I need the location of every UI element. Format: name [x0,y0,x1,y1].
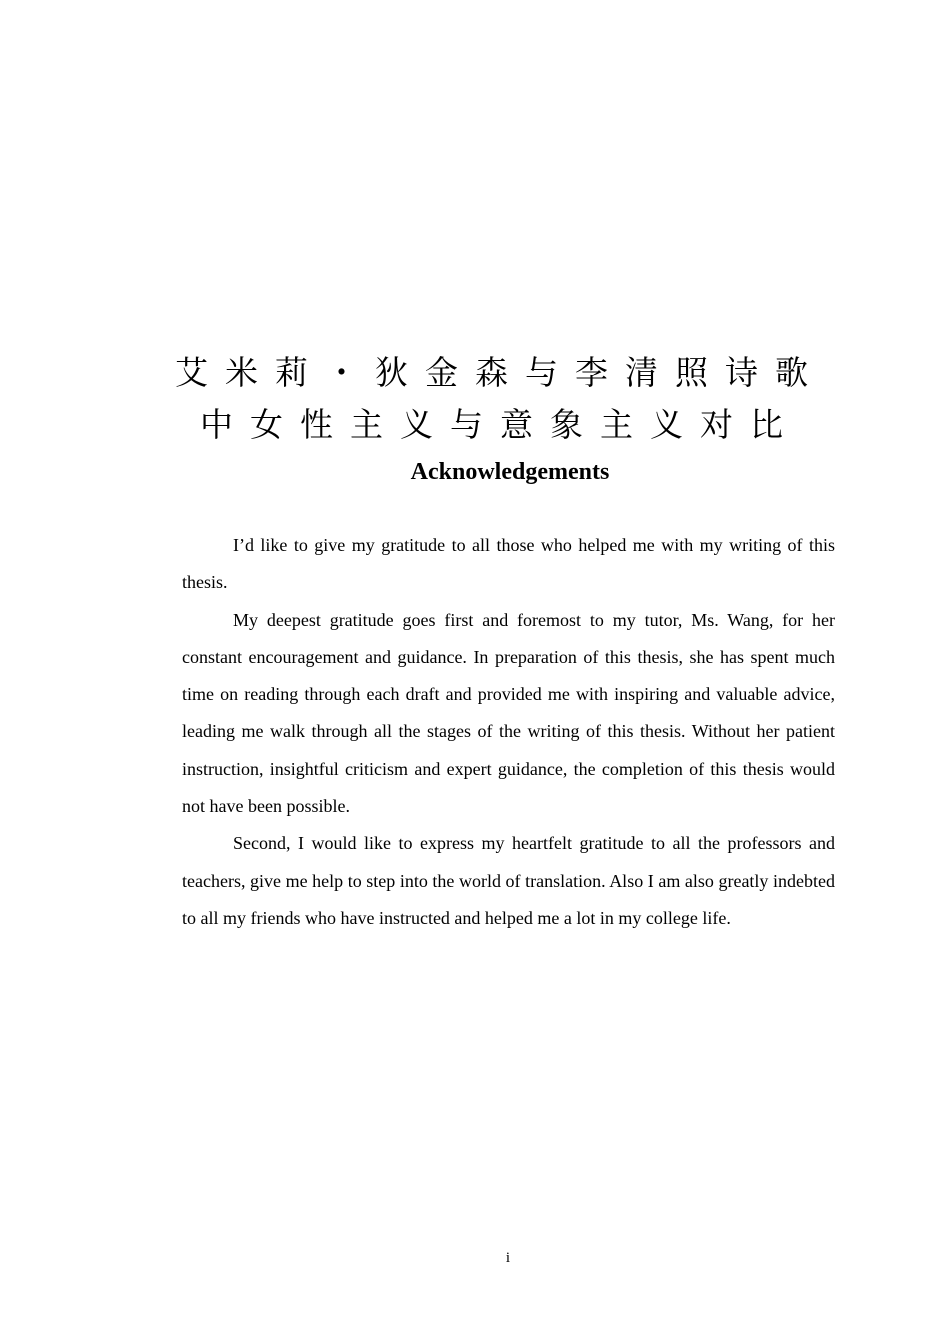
acknowledgements-heading: Acknowledgements [410,459,610,485]
chinese-title-line-2: 中女性主义与意象主义对比 [200,405,800,444]
paragraph-professors-friends: Second, I would like to express my heartfelt gratitude to all the professors and teachers, give me help to step into the world of translation. Also I am also greatly indebted to all my friends who have instructed and helped me a lot in my college life. [182,833,835,928]
paragraph-gratitude-intro: I’d like to give my gratitude to all those who helped me with my writing of this thesis. [182,535,835,593]
chinese-title-line-1: 艾米莉・狄金森与李清照诗歌 [175,353,825,392]
acknowledgements-body [182,527,835,937]
paragraph-tutor-thanks: My deepest gratitude goes first and foremost to my tutor, Ms. Wang, for her constant encouragement and guidance. In preparation of this thesis, she has spent much time on reading through each draft and provided me with inspiring and valuable advice, leading me walk through all the stages of the writing of this thesis. Without her patient instruction, insightful criticism and expert guidance, the completion of this thesis would not have been possible. [182,609,835,817]
page-number: i [505,1250,511,1266]
